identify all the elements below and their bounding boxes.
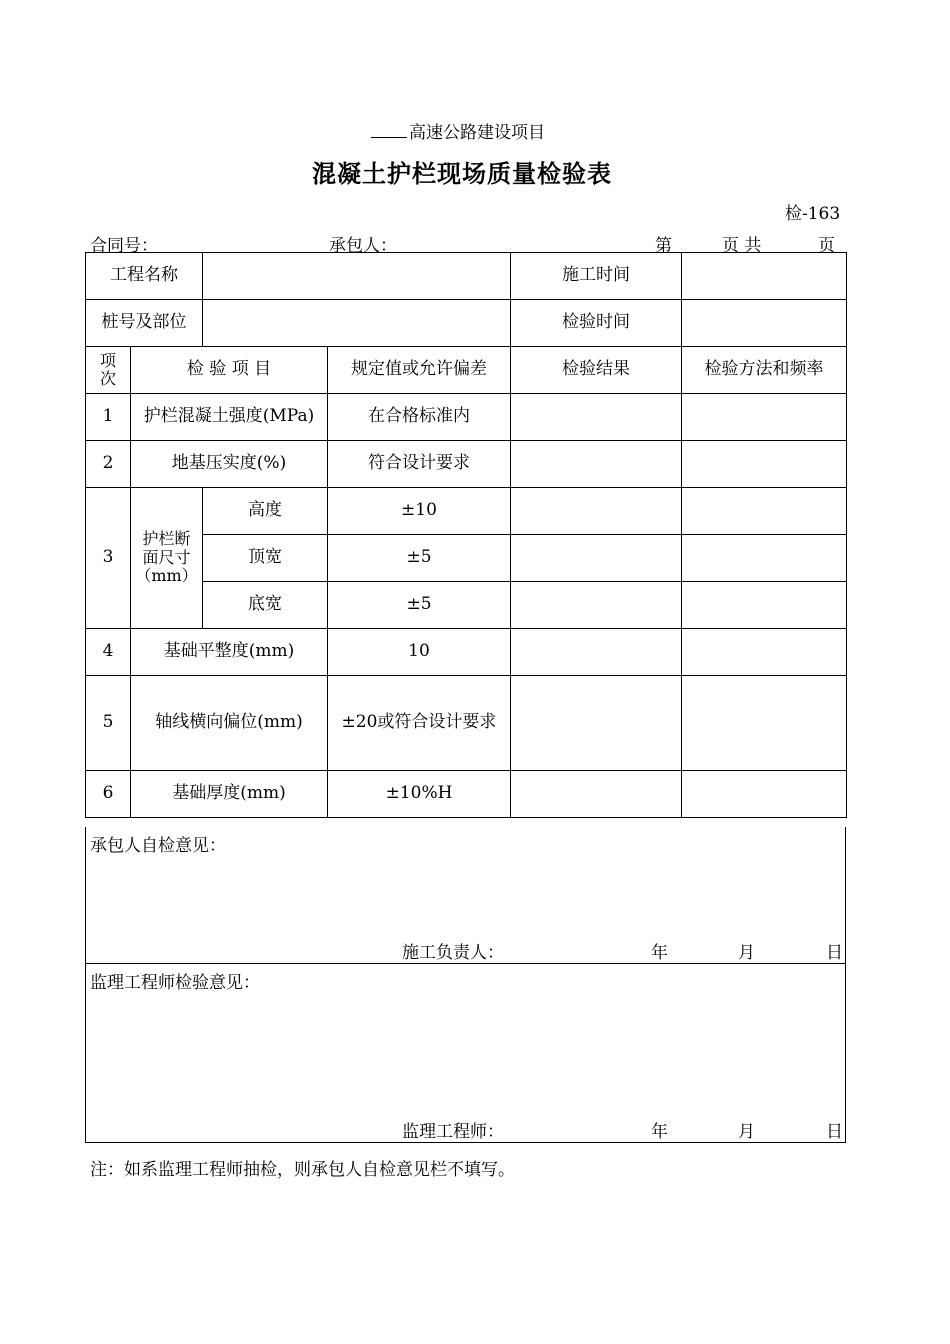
supervisor-opinion-section[interactable]	[85, 964, 846, 1143]
row-spec: ±5	[328, 582, 511, 629]
project-name-blank[interactable]	[371, 121, 407, 138]
col-seq-text: 项次	[99, 350, 116, 388]
inspection-time-label: 检验时间	[511, 300, 682, 347]
info-row-2	[86, 300, 847, 347]
contractor-opinion-label: 承包人自检意见：	[90, 836, 226, 856]
row-spec: ±20或符合设计要求	[328, 676, 511, 771]
page-ye: 页	[818, 236, 835, 256]
column-header-row	[86, 347, 847, 394]
contractor-label: 承包人：	[329, 236, 397, 256]
form-title: 混凝土护栏现场质量检验表	[312, 159, 612, 188]
row-no: 5	[86, 676, 131, 771]
contractor-day-label: 日	[826, 943, 843, 963]
table-row	[86, 676, 847, 771]
station-value[interactable]	[203, 300, 511, 347]
row-result[interactable]	[511, 629, 682, 676]
form-code: 检-163	[785, 204, 841, 224]
project-name-value[interactable]	[203, 253, 511, 300]
row-result[interactable]	[511, 582, 682, 629]
row-no: 3	[86, 488, 131, 629]
page-di: 第	[655, 236, 672, 256]
supervisor-month-label: 月	[738, 1122, 755, 1142]
page-ye-gong: 页 共	[722, 236, 762, 256]
contractor-signer-label: 施工负责人：	[402, 943, 504, 963]
construction-time-label: 施工时间	[511, 253, 682, 300]
row-result[interactable]	[511, 441, 682, 488]
table-row	[86, 394, 847, 441]
supervisor-day-label: 日	[826, 1122, 843, 1142]
row-spec: ±10	[328, 488, 511, 535]
table-row	[86, 771, 847, 818]
row-spec: ±5	[328, 535, 511, 582]
row-group-line-1: 护栏断	[142, 529, 191, 549]
row-group-line-2: 面尺寸	[142, 547, 191, 567]
row-no: 2	[86, 441, 131, 488]
row-spec: ±10%H	[328, 771, 511, 818]
supervisor-signer-label: 监理工程师：	[402, 1122, 504, 1142]
row-subitem: 顶宽	[203, 535, 328, 582]
info-row-1	[86, 253, 847, 300]
col-spec-header: 规定值或允许偏差	[328, 347, 511, 394]
row-method[interactable]	[682, 771, 847, 818]
col-item-header: 检 验 项 目	[131, 347, 328, 394]
row-spec: 符合设计要求	[328, 441, 511, 488]
table-row	[86, 441, 847, 488]
contractor-year-label: 年	[651, 943, 668, 963]
row-no: 1	[86, 394, 131, 441]
row-method[interactable]	[682, 394, 847, 441]
project-header	[371, 118, 545, 143]
inspection-time-value[interactable]	[682, 300, 847, 347]
row-method[interactable]	[682, 629, 847, 676]
row-method[interactable]	[682, 582, 847, 629]
row-result[interactable]	[511, 535, 682, 582]
col-result-header: 检验结果	[511, 347, 682, 394]
row-result[interactable]	[511, 394, 682, 441]
row-no: 6	[86, 771, 131, 818]
row-item: 轴线横向偏位(mm)	[131, 676, 328, 771]
table-row	[86, 488, 847, 535]
col-seq-header	[86, 347, 131, 394]
row-result[interactable]	[511, 771, 682, 818]
row-item: 基础厚度(mm)	[131, 771, 328, 818]
contract-label: 合同号：	[90, 236, 158, 256]
station-label: 桩号及部位	[86, 300, 203, 347]
row-method[interactable]	[682, 488, 847, 535]
row-result[interactable]	[511, 676, 682, 771]
contractor-month-label: 月	[738, 943, 755, 963]
row-method[interactable]	[682, 441, 847, 488]
row-no: 4	[86, 629, 131, 676]
supervisor-year-label: 年	[651, 1122, 668, 1142]
supervisor-opinion-label: 监理工程师检验意见：	[90, 973, 260, 993]
row-result[interactable]	[511, 488, 682, 535]
row-subitem: 高度	[203, 488, 328, 535]
row-spec: 10	[328, 629, 511, 676]
table-row	[86, 629, 847, 676]
project-name-label: 工程名称	[86, 253, 203, 300]
inspection-table	[85, 252, 847, 818]
contractor-opinion-section[interactable]	[85, 827, 846, 964]
row-group	[131, 488, 203, 629]
construction-time-value[interactable]	[682, 253, 847, 300]
row-method[interactable]	[682, 535, 847, 582]
row-spec: 在合格标准内	[328, 394, 511, 441]
row-item: 基础平整度(mm)	[131, 629, 328, 676]
row-item: 护栏混凝土强度(MPa)	[131, 394, 328, 441]
col-method-header: 检验方法和频率	[682, 347, 847, 394]
footnote: 注：如系监理工程师抽检，则承包人自检意见栏不填写。	[90, 1160, 515, 1180]
project-suffix: 高速公路建设项目	[409, 123, 545, 143]
row-subitem: 底宽	[203, 582, 328, 629]
row-item: 地基压实度(%)	[131, 441, 328, 488]
row-method[interactable]	[682, 676, 847, 771]
row-group-line-3: （mm）	[135, 566, 198, 586]
